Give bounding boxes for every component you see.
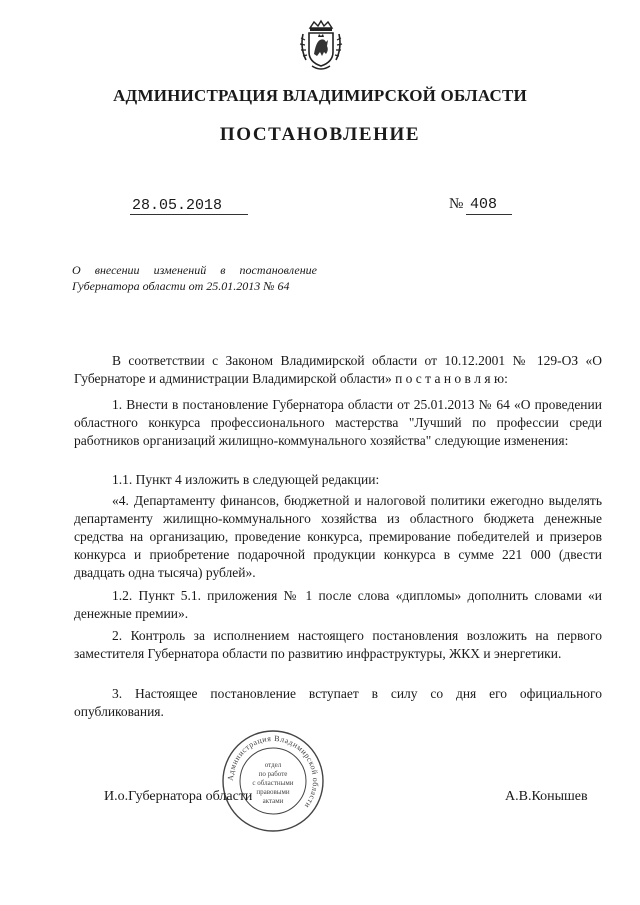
document-number: 408 — [470, 196, 498, 213]
document-type-title: ПОСТАНОВЛЕНИЕ — [219, 124, 421, 145]
item-1-1-paragraph: 1.1. Пункт 4 изложить в следующей редакции: — [112, 472, 380, 487]
signatory-position: И.о.Губернатора области — [104, 789, 253, 804]
item-1-1-quote-paragraph: «4. Департаменту финансов, бюджетной и налоговой политики ежегодно выделять департаменту жилищно-коммунального хозяйства из областного бюджета денежные средства на организацию, проведение конкурса, премирование победителей и призеров конкурса и приобретение подарочной продукции конкурса в сумме 221 000 (двести двадцать одна тысяча) рублей». — [74, 493, 602, 580]
coat-of-arms-icon — [298, 18, 344, 74]
signatory-name: А.В.Конышев — [505, 789, 588, 804]
stamp-line: по работе — [258, 770, 288, 778]
stamp-line: с областными — [252, 779, 294, 787]
date-underline — [130, 214, 248, 215]
official-stamp-icon — [220, 728, 326, 834]
item-1-2-paragraph: 1.2. Пункт 5.1. приложения № 1 после слова «дипломы» дополнить словами «и денежные премии». — [74, 588, 602, 621]
subject-line-1: О внесении изменений в постановление — [72, 263, 317, 277]
item-3-paragraph: 3. Настоящее постановление вступает в силу со дня его официального опубликования. — [74, 686, 602, 719]
stamp-line: правовыми — [256, 788, 290, 796]
number-underline — [466, 214, 512, 215]
document-date: 28.05.2018 — [132, 197, 223, 214]
subject-line-2: Губернатора области от 25.01.2013 № 64 — [72, 279, 290, 293]
stamp-line: отдел — [264, 761, 282, 769]
document-number-label: № — [449, 196, 464, 212]
document-subject — [72, 262, 317, 294]
item-1-paragraph: 1. Внести в постановление Губернатора области от 25.01.2013 № 64 «О проведении областного конкурса профессионального мастерства "Лучший по профессии среди работников организаций жилищно-коммунального хозяйства" следующие изменения: — [74, 397, 602, 448]
item-2-paragraph: 2. Контроль за исполнением настоящего постановления возложить на первого заместителя Губернатора области по развитию инфраструктуры, ЖКХ и энергетики. — [74, 628, 602, 661]
stamp-ring-text: Администрация Владимирской области — [225, 733, 321, 811]
organization-title: АДМИНИСТРАЦИЯ ВЛАДИМИРСКОЙ ОБЛАСТИ — [113, 86, 527, 105]
preamble-paragraph: В соответствии с Законом Владимирской области от 10.12.2001 № 129-ОЗ «О Губернаторе и администрации Владимирской области» п о с т а н о в л я ю: — [74, 353, 602, 386]
stamp-line: актами — [262, 797, 284, 805]
